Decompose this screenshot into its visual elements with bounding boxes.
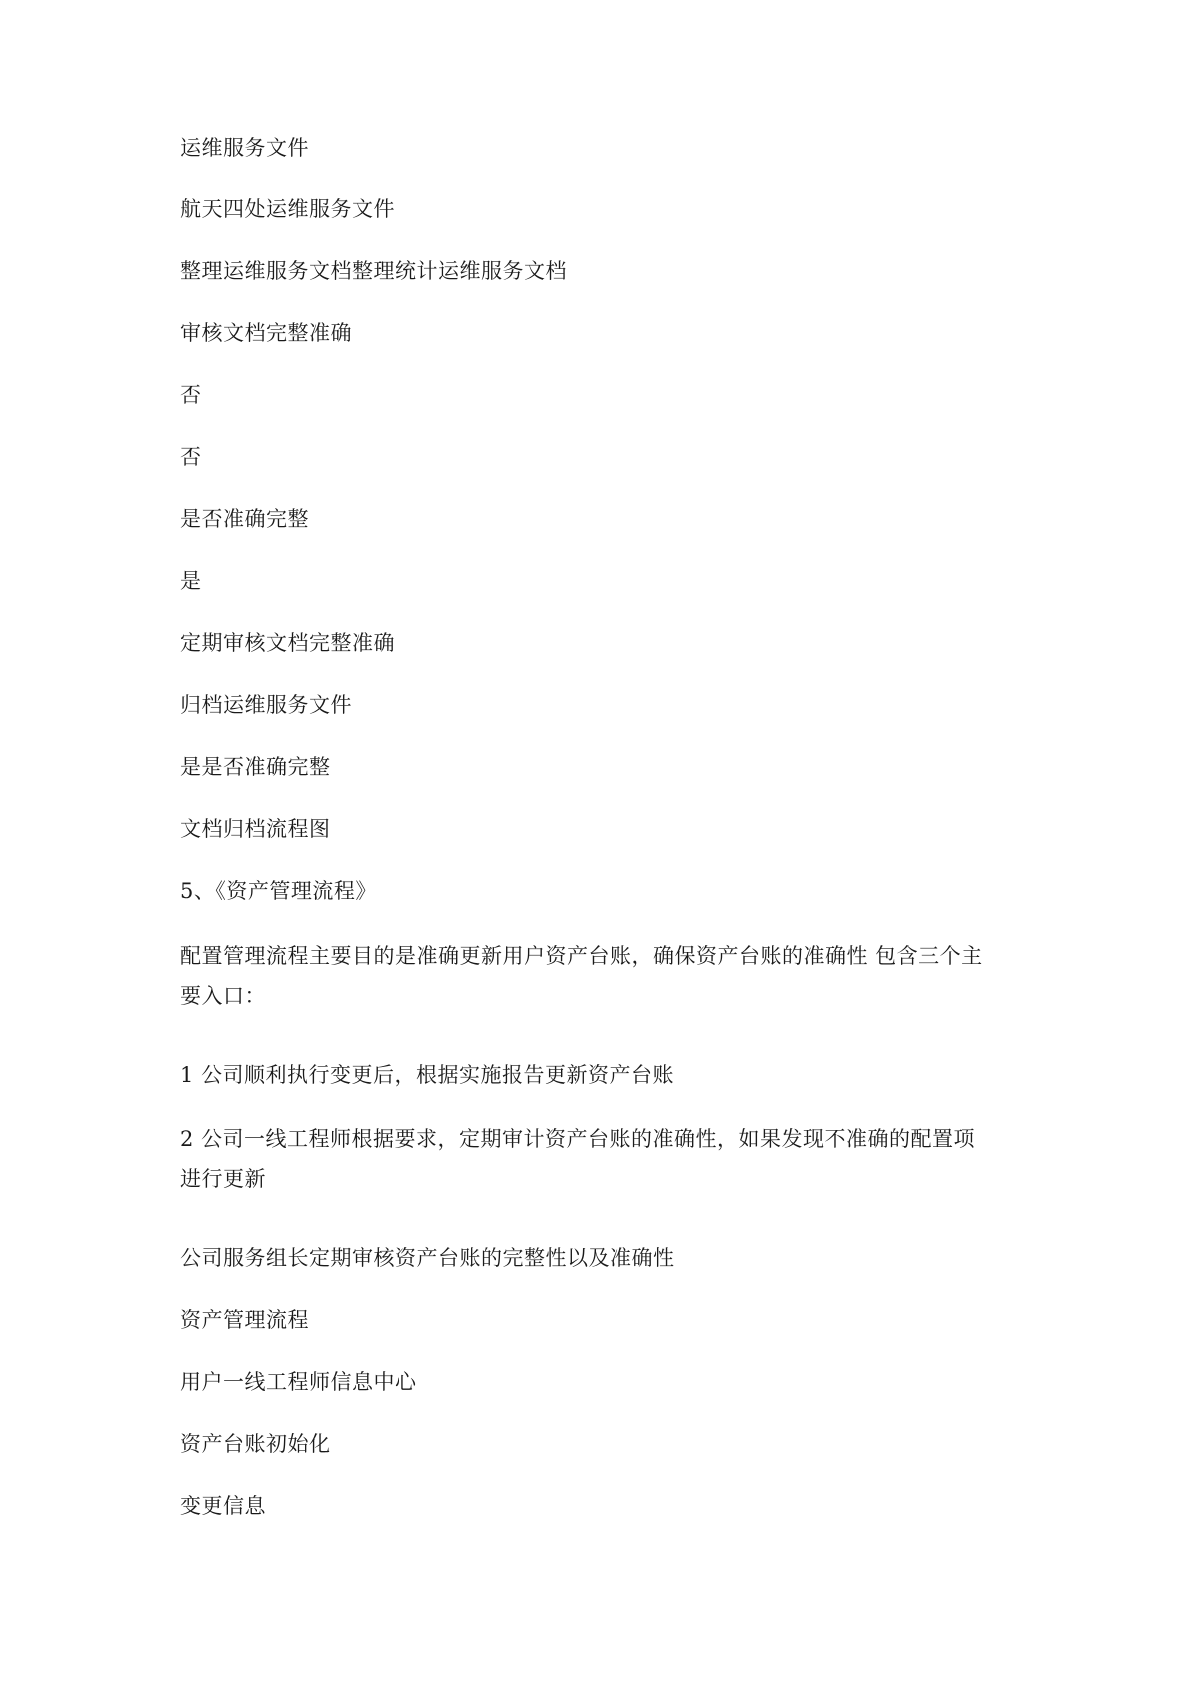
text-line: 否 [180,445,202,469]
text-line: 资产台账初始化 [180,1432,331,1456]
text-line: 是 [180,569,202,593]
list-item-line: 进行更新 [180,1167,266,1191]
intro-line: 配置管理流程主要目的是准确更新用户资产台账，确保资产台账的准确性 包含三个主 [180,944,983,968]
text-line: 是是否准确完整 [180,755,331,779]
intro-line: 要入口： [180,984,266,1008]
text-line: 是否准确完整 [180,507,309,531]
text-line: 文档归档流程图 [180,817,331,841]
list-item-line: 2 公司一线工程师根据要求，定期审计资产台账的准确性，如果发现不准确的配置项 [180,1127,976,1151]
text-line: 航天四处运维服务文件 [180,197,395,221]
text-line: 公司服务组长定期审核资产台账的完整性以及准确性 [180,1246,675,1270]
list-item: 1 公司顺利执行变更后，根据实施报告更新资产台账 [180,1063,675,1087]
intro-paragraph [180,936,1020,1016]
section-heading: 5、《资产管理流程》 [180,879,377,903]
list-item [180,1119,1020,1199]
text-line: 审核文档完整准确 [180,321,352,345]
text-line: 整理运维服务文档整理统计运维服务文档 [180,259,567,283]
text-line: 运维服务文件 [180,136,309,160]
text-line: 变更信息 [180,1494,266,1518]
text-line: 用户一线工程师信息中心 [180,1370,417,1394]
text-line: 归档运维服务文件 [180,693,352,717]
text-line: 否 [180,383,202,407]
text-line: 资产管理流程 [180,1308,309,1332]
text-line: 定期审核文档完整准确 [180,631,395,655]
